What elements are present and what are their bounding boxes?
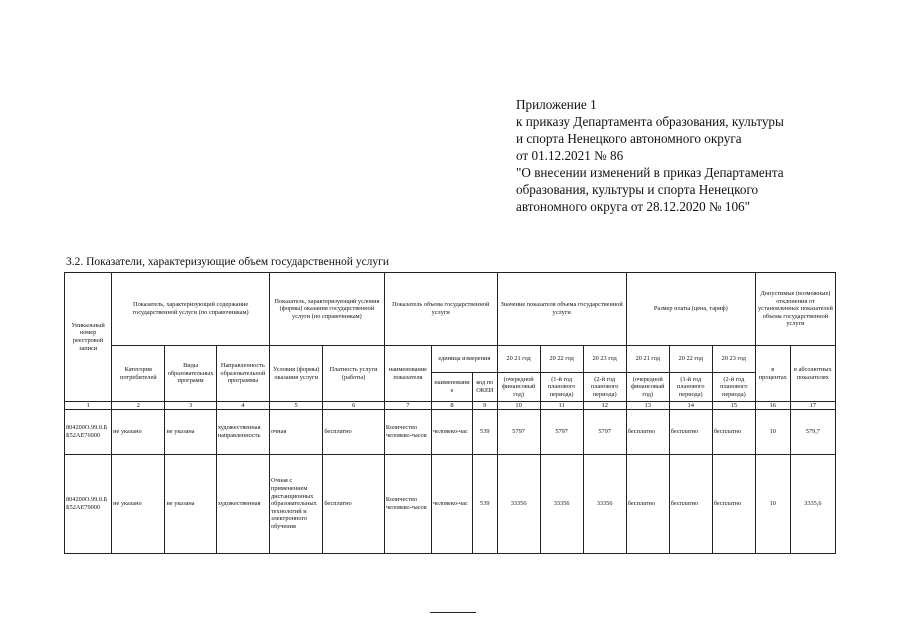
cell-program-types: не указана [165, 410, 216, 455]
cell-fee-2021: бесплатно [626, 455, 669, 554]
appendix-line: Приложение 1 [516, 97, 597, 112]
header-category: Категория потребителей [112, 346, 165, 402]
cell-value-2023: 5797 [583, 410, 626, 455]
appendix-line: образования, культуры и спорта Ненецкого [516, 182, 759, 197]
column-number: 2 [112, 402, 165, 410]
header-fee-plan1: (1-й год планового периода) [669, 373, 712, 402]
header-indicator-name: наименование показателя [384, 346, 431, 402]
header-okei-code: код по ОКЕИ [472, 373, 497, 402]
header-in-percent: в процентах [755, 346, 790, 402]
header-fee-year-2022: 20 22 год [669, 346, 712, 373]
column-number: 15 [712, 402, 755, 410]
column-number: 1 [65, 402, 112, 410]
cell-absolute: 579,7 [790, 410, 835, 455]
header-unit: единица измерения [431, 346, 497, 373]
cell-direction: художественная направленность [216, 410, 269, 455]
column-number: 4 [216, 402, 269, 410]
header-in-absolute: в абсолютных показателях [790, 346, 835, 402]
cell-unit: человеко-час [431, 455, 472, 554]
cell-absolute: 3335,6 [790, 455, 835, 554]
cell-indicator: Количество человеко-часов [384, 410, 431, 455]
header-unique-number: Уникальный номер реестровой записи [65, 273, 112, 402]
cell-category: не указано [112, 410, 165, 455]
header-program-types: Виды образовательных программ [165, 346, 216, 402]
cell-okei: 539 [472, 455, 497, 554]
column-number: 5 [270, 402, 323, 410]
header-program-direction: Направленность образовательной программы [216, 346, 269, 402]
cell-fee-2023: бесплатно [712, 410, 755, 455]
header-conditions-group: Показатель, характеризующий условия (формы) оказания государственной услуги (по справочникам) [270, 273, 385, 346]
appendix-line: автономного округа от 28.12.2020 № 106" [516, 199, 751, 214]
cell-value-2022: 33356 [540, 455, 583, 554]
cell-fee-2023: бесплатно [712, 455, 755, 554]
cell-direction: художественная [216, 455, 269, 554]
column-number: 7 [384, 402, 431, 410]
cell-program-types: не указана [165, 455, 216, 554]
table-row [65, 410, 836, 455]
header-deviation-group: Допустимые (возможные) отклонения от установленных показателей объема государственной услуги [755, 273, 835, 346]
header-conditions-form: Условия (формы) оказания услуги [270, 346, 323, 402]
column-number-row [65, 402, 836, 410]
cell-fee-2022: бесплатно [669, 455, 712, 554]
appendix-block [516, 96, 876, 215]
cell-fee: бесплатно [323, 455, 385, 554]
cell-value-2021: 33356 [497, 455, 540, 554]
cell-percent: 10 [755, 455, 790, 554]
header-year-2021: 20 21 год [497, 346, 540, 373]
column-number: 13 [626, 402, 669, 410]
header-content-group: Показатель, характеризующий содержание государственной услуги (по справочникам) [112, 273, 270, 346]
appendix-line: "О внесении изменений в приказ Департамента [516, 165, 784, 180]
header-fee-plan2: (2-й год планового периода) [712, 373, 755, 402]
table-row [65, 455, 836, 554]
cell-okei: 539 [472, 410, 497, 455]
cell-unit: человеко-час [431, 410, 472, 455]
cell-form: Очная с применением дистанционных образовательных технологий и электронного обучения [270, 455, 323, 554]
cell-registry-id: 804200О.99.0.ББ52АЕ79000 [65, 455, 112, 554]
header-unit-name: наименование [431, 373, 472, 402]
header-fee-year-2021: 20 21 год [626, 346, 669, 373]
header-plan2: (2-й год планового периода) [583, 373, 626, 402]
header-service-fee: Платность услуги (работы) [323, 346, 385, 402]
column-number: 17 [790, 402, 835, 410]
column-number: 8 [431, 402, 472, 410]
cell-category: не указано [112, 455, 165, 554]
cell-indicator: Количество человеко-часов [384, 455, 431, 554]
column-number: 3 [165, 402, 216, 410]
cell-fee-2021: бесплатно [626, 410, 669, 455]
column-number: 12 [583, 402, 626, 410]
header-volume-group: Показатель объема государственной услуги [384, 273, 497, 346]
appendix-line: от 01.12.2021 № 86 [516, 148, 624, 163]
section-title: 3.2. Показатели, характеризующие объем государственной услуги [66, 256, 390, 268]
cell-fee: бесплатно [323, 410, 385, 455]
cell-value-2023: 33356 [583, 455, 626, 554]
cell-fee-2022: бесплатно [669, 410, 712, 455]
header-value-group: Значение показателя объема государственной услуги [497, 273, 626, 346]
volume-indicators-table [64, 272, 836, 554]
column-number: 9 [472, 402, 497, 410]
cell-value-2021: 5797 [497, 410, 540, 455]
column-number: 11 [540, 402, 583, 410]
column-number: 10 [497, 402, 540, 410]
footer-divider [430, 612, 476, 613]
header-fin-year: (очередной финансовый год) [497, 373, 540, 402]
cell-percent: 10 [755, 410, 790, 455]
appendix-line: и спорта Ненецкого автономного округа [516, 131, 742, 146]
header-year-2022: 20 22 год [540, 346, 583, 373]
header-fee-group: Размер платы (цена, тариф) [626, 273, 755, 346]
cell-form: очная [270, 410, 323, 455]
header-fee-fin-year: (очередной финансовый год) [626, 373, 669, 402]
header-year-2023: 20 23 год [583, 346, 626, 373]
cell-registry-id: 804200О.99.0.ББ52АЕ76000 [65, 410, 112, 455]
header-plan1: (1-й год планового периода) [540, 373, 583, 402]
cell-value-2022: 5797 [540, 410, 583, 455]
column-number: 14 [669, 402, 712, 410]
column-number: 16 [755, 402, 790, 410]
column-number: 6 [323, 402, 385, 410]
appendix-line: к приказу Департамента образования, культуры [516, 114, 784, 129]
header-fee-year-2023: 20 23 год [712, 346, 755, 373]
